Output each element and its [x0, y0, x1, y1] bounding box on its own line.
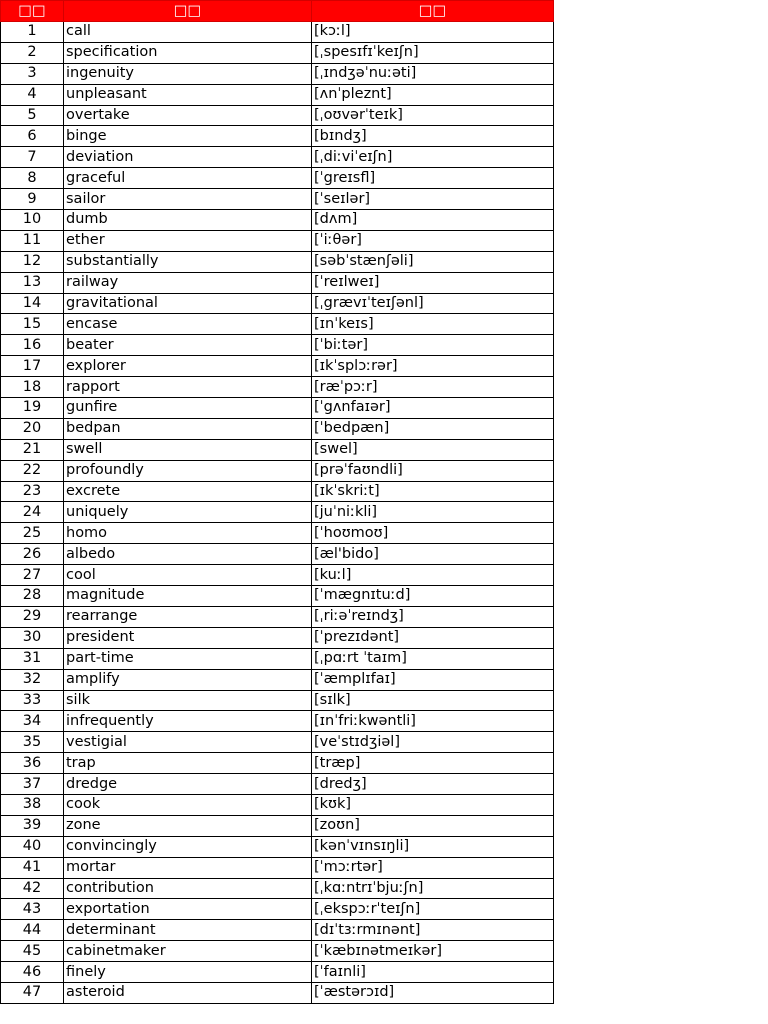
row-word: cool	[64, 565, 312, 586]
row-number: 26	[1, 544, 64, 565]
row-phonetic: [ˈgreɪsfl]	[312, 168, 554, 189]
table-row	[1, 335, 554, 356]
row-number: 2	[1, 42, 64, 63]
table-row	[1, 63, 554, 84]
row-phonetic: [ˌkɑːntrɪˈbjuːʃn]	[312, 878, 554, 899]
row-number: 43	[1, 899, 64, 920]
row-word: graceful	[64, 168, 312, 189]
row-number: 18	[1, 377, 64, 398]
row-phonetic: [kɔːl]	[312, 22, 554, 43]
row-phonetic: [ɪnˈfriːkwəntli]	[312, 711, 554, 732]
row-number: 14	[1, 293, 64, 314]
row-phonetic: [ˈfaɪnli]	[312, 962, 554, 983]
row-number: 15	[1, 314, 64, 335]
row-word: rearrange	[64, 606, 312, 627]
row-word: silk	[64, 690, 312, 711]
row-phonetic: [ˈæstərɔɪd]	[312, 982, 554, 1003]
table-row	[1, 22, 554, 43]
table-row	[1, 42, 554, 63]
table-row	[1, 356, 554, 377]
row-phonetic: [kʊk]	[312, 794, 554, 815]
row-word: zone	[64, 815, 312, 836]
table-row	[1, 189, 554, 210]
table-row	[1, 857, 554, 878]
row-phonetic: [ˈbiːtər]	[312, 335, 554, 356]
row-phonetic: [træp]	[312, 753, 554, 774]
row-number: 45	[1, 941, 64, 962]
row-number: 33	[1, 690, 64, 711]
table-row	[1, 251, 554, 272]
row-number: 30	[1, 627, 64, 648]
row-phonetic: [ˌspesɪfɪˈkeɪʃn]	[312, 42, 554, 63]
table-row	[1, 941, 554, 962]
row-word: rapport	[64, 377, 312, 398]
row-word: gravitational	[64, 293, 312, 314]
row-number: 7	[1, 147, 64, 168]
row-word: amplify	[64, 669, 312, 690]
row-word: binge	[64, 126, 312, 147]
row-word: part-time	[64, 648, 312, 669]
table-row	[1, 753, 554, 774]
row-phonetic: [ˌekspɔːrˈteɪʃn]	[312, 899, 554, 920]
table-row	[1, 481, 554, 502]
row-word: profoundly	[64, 460, 312, 481]
table-row	[1, 293, 554, 314]
row-word: swell	[64, 439, 312, 460]
row-phonetic: [ˌpɑːrt ˈtaɪm]	[312, 648, 554, 669]
table-row	[1, 126, 554, 147]
row-phonetic: [dʌm]	[312, 210, 554, 231]
row-phonetic: [kuːl]	[312, 565, 554, 586]
row-number: 29	[1, 606, 64, 627]
row-word: dredge	[64, 774, 312, 795]
table-row	[1, 606, 554, 627]
row-word: ingenuity	[64, 63, 312, 84]
row-number: 4	[1, 84, 64, 105]
row-phonetic: [ˌɪndʒəˈnuːəti]	[312, 63, 554, 84]
row-word: unpleasant	[64, 84, 312, 105]
row-number: 40	[1, 836, 64, 857]
row-number: 25	[1, 523, 64, 544]
row-word: encase	[64, 314, 312, 335]
table-row	[1, 460, 554, 481]
row-word: overtake	[64, 105, 312, 126]
row-number: 38	[1, 794, 64, 815]
row-number: 12	[1, 251, 64, 272]
row-phonetic: [ɪkˈsplɔːrər]	[312, 356, 554, 377]
row-number: 44	[1, 920, 64, 941]
row-number: 3	[1, 63, 64, 84]
row-word: excrete	[64, 481, 312, 502]
row-phonetic: [prəˈfaʊndli]	[312, 460, 554, 481]
header-phonetic: □□	[312, 1, 554, 22]
table-row	[1, 794, 554, 815]
table-row	[1, 815, 554, 836]
row-word: asteroid	[64, 982, 312, 1003]
row-word: railway	[64, 272, 312, 293]
row-phonetic: [ˈmɔːrtər]	[312, 857, 554, 878]
row-number: 9	[1, 189, 64, 210]
row-number: 41	[1, 857, 64, 878]
row-number: 8	[1, 168, 64, 189]
table-row	[1, 774, 554, 795]
row-phonetic: [ˈiːθər]	[312, 230, 554, 251]
row-number: 10	[1, 210, 64, 231]
row-word: bedpan	[64, 418, 312, 439]
table-row	[1, 523, 554, 544]
row-word: trap	[64, 753, 312, 774]
row-phonetic: [kənˈvɪnsɪŋli]	[312, 836, 554, 857]
row-number: 42	[1, 878, 64, 899]
row-number: 24	[1, 502, 64, 523]
row-phonetic: [zoʊn]	[312, 815, 554, 836]
row-phonetic: [ˈæmplɪfaɪ]	[312, 669, 554, 690]
row-number: 17	[1, 356, 64, 377]
row-number: 37	[1, 774, 64, 795]
row-word: magnitude	[64, 586, 312, 607]
table-row	[1, 920, 554, 941]
table-row	[1, 690, 554, 711]
table-row	[1, 544, 554, 565]
row-number: 36	[1, 753, 64, 774]
table-row	[1, 732, 554, 753]
row-number: 47	[1, 982, 64, 1003]
table-row	[1, 962, 554, 983]
table-row	[1, 586, 554, 607]
row-word: cook	[64, 794, 312, 815]
row-word: determinant	[64, 920, 312, 941]
row-word: substantially	[64, 251, 312, 272]
row-phonetic: [ˈhoʊmoʊ]	[312, 523, 554, 544]
row-word: homo	[64, 523, 312, 544]
row-phonetic: [ʌnˈpleznt]	[312, 84, 554, 105]
row-word: specification	[64, 42, 312, 63]
table-row	[1, 982, 554, 1003]
row-number: 46	[1, 962, 64, 983]
table-row	[1, 878, 554, 899]
header-number: □□	[1, 1, 64, 22]
row-word: contribution	[64, 878, 312, 899]
row-phonetic: [æl'bido]	[312, 544, 554, 565]
row-word: president	[64, 627, 312, 648]
row-word: explorer	[64, 356, 312, 377]
row-phonetic: [ɪnˈkeɪs]	[312, 314, 554, 335]
table-body	[1, 22, 554, 1004]
table-row	[1, 899, 554, 920]
row-phonetic: [dredʒ]	[312, 774, 554, 795]
table-row	[1, 314, 554, 335]
table-row	[1, 230, 554, 251]
row-phonetic: [ˈgʌnfaɪər]	[312, 398, 554, 419]
table-row	[1, 627, 554, 648]
table-row	[1, 565, 554, 586]
row-number: 19	[1, 398, 64, 419]
row-word: exportation	[64, 899, 312, 920]
row-phonetic: [ˈbedpæn]	[312, 418, 554, 439]
row-number: 5	[1, 105, 64, 126]
row-word: gunfire	[64, 398, 312, 419]
row-phonetic: [ˈseɪlər]	[312, 189, 554, 210]
row-number: 6	[1, 126, 64, 147]
row-word: deviation	[64, 147, 312, 168]
row-number: 39	[1, 815, 64, 836]
row-number: 11	[1, 230, 64, 251]
table-row	[1, 669, 554, 690]
row-number: 21	[1, 439, 64, 460]
table-row	[1, 418, 554, 439]
row-word: cabinetmaker	[64, 941, 312, 962]
header-word: □□	[64, 1, 312, 22]
row-phonetic: [ˌriːəˈreɪndʒ]	[312, 606, 554, 627]
row-number: 27	[1, 565, 64, 586]
row-phonetic: [ˌdiːviˈeɪʃn]	[312, 147, 554, 168]
row-number: 16	[1, 335, 64, 356]
row-word: convincingly	[64, 836, 312, 857]
row-word: ether	[64, 230, 312, 251]
table-row	[1, 502, 554, 523]
table-row	[1, 648, 554, 669]
row-phonetic: [ˈprezɪdənt]	[312, 627, 554, 648]
row-phonetic: [bɪndʒ]	[312, 126, 554, 147]
row-phonetic: [ˌgrævɪˈteɪʃənl]	[312, 293, 554, 314]
row-phonetic: [sɪlk]	[312, 690, 554, 711]
row-number: 20	[1, 418, 64, 439]
row-phonetic: [veˈstɪdʒiəl]	[312, 732, 554, 753]
table-row	[1, 398, 554, 419]
row-number: 1	[1, 22, 64, 43]
row-number: 13	[1, 272, 64, 293]
row-word: uniquely	[64, 502, 312, 523]
row-word: finely	[64, 962, 312, 983]
row-phonetic: [ræˈpɔːr]	[312, 377, 554, 398]
table-row	[1, 711, 554, 732]
row-word: dumb	[64, 210, 312, 231]
row-word: vestigial	[64, 732, 312, 753]
row-phonetic: [swel]	[312, 439, 554, 460]
row-phonetic: [ˈreɪlweɪ]	[312, 272, 554, 293]
header-row	[1, 1, 554, 22]
table-row	[1, 105, 554, 126]
row-number: 31	[1, 648, 64, 669]
table-row	[1, 439, 554, 460]
row-number: 35	[1, 732, 64, 753]
row-word: beater	[64, 335, 312, 356]
row-number: 23	[1, 481, 64, 502]
row-number: 34	[1, 711, 64, 732]
row-word: mortar	[64, 857, 312, 878]
row-word: infrequently	[64, 711, 312, 732]
row-word: sailor	[64, 189, 312, 210]
row-phonetic: [ˈkæbɪnətmeɪkər]	[312, 941, 554, 962]
table-row	[1, 210, 554, 231]
table-row	[1, 377, 554, 398]
row-phonetic: [səbˈstænʃəli]	[312, 251, 554, 272]
table-row	[1, 168, 554, 189]
table-row	[1, 147, 554, 168]
table-row	[1, 272, 554, 293]
table-row	[1, 836, 554, 857]
row-word: call	[64, 22, 312, 43]
row-phonetic: [dɪˈtɜːrmɪnənt]	[312, 920, 554, 941]
row-number: 28	[1, 586, 64, 607]
row-number: 32	[1, 669, 64, 690]
row-number: 22	[1, 460, 64, 481]
row-phonetic: [ˈmægnɪtuːd]	[312, 586, 554, 607]
row-word: albedo	[64, 544, 312, 565]
row-phonetic: [juˈniːkli]	[312, 502, 554, 523]
row-phonetic: [ɪkˈskriːt]	[312, 481, 554, 502]
table-row	[1, 84, 554, 105]
row-phonetic: [ˌoʊvərˈteɪk]	[312, 105, 554, 126]
